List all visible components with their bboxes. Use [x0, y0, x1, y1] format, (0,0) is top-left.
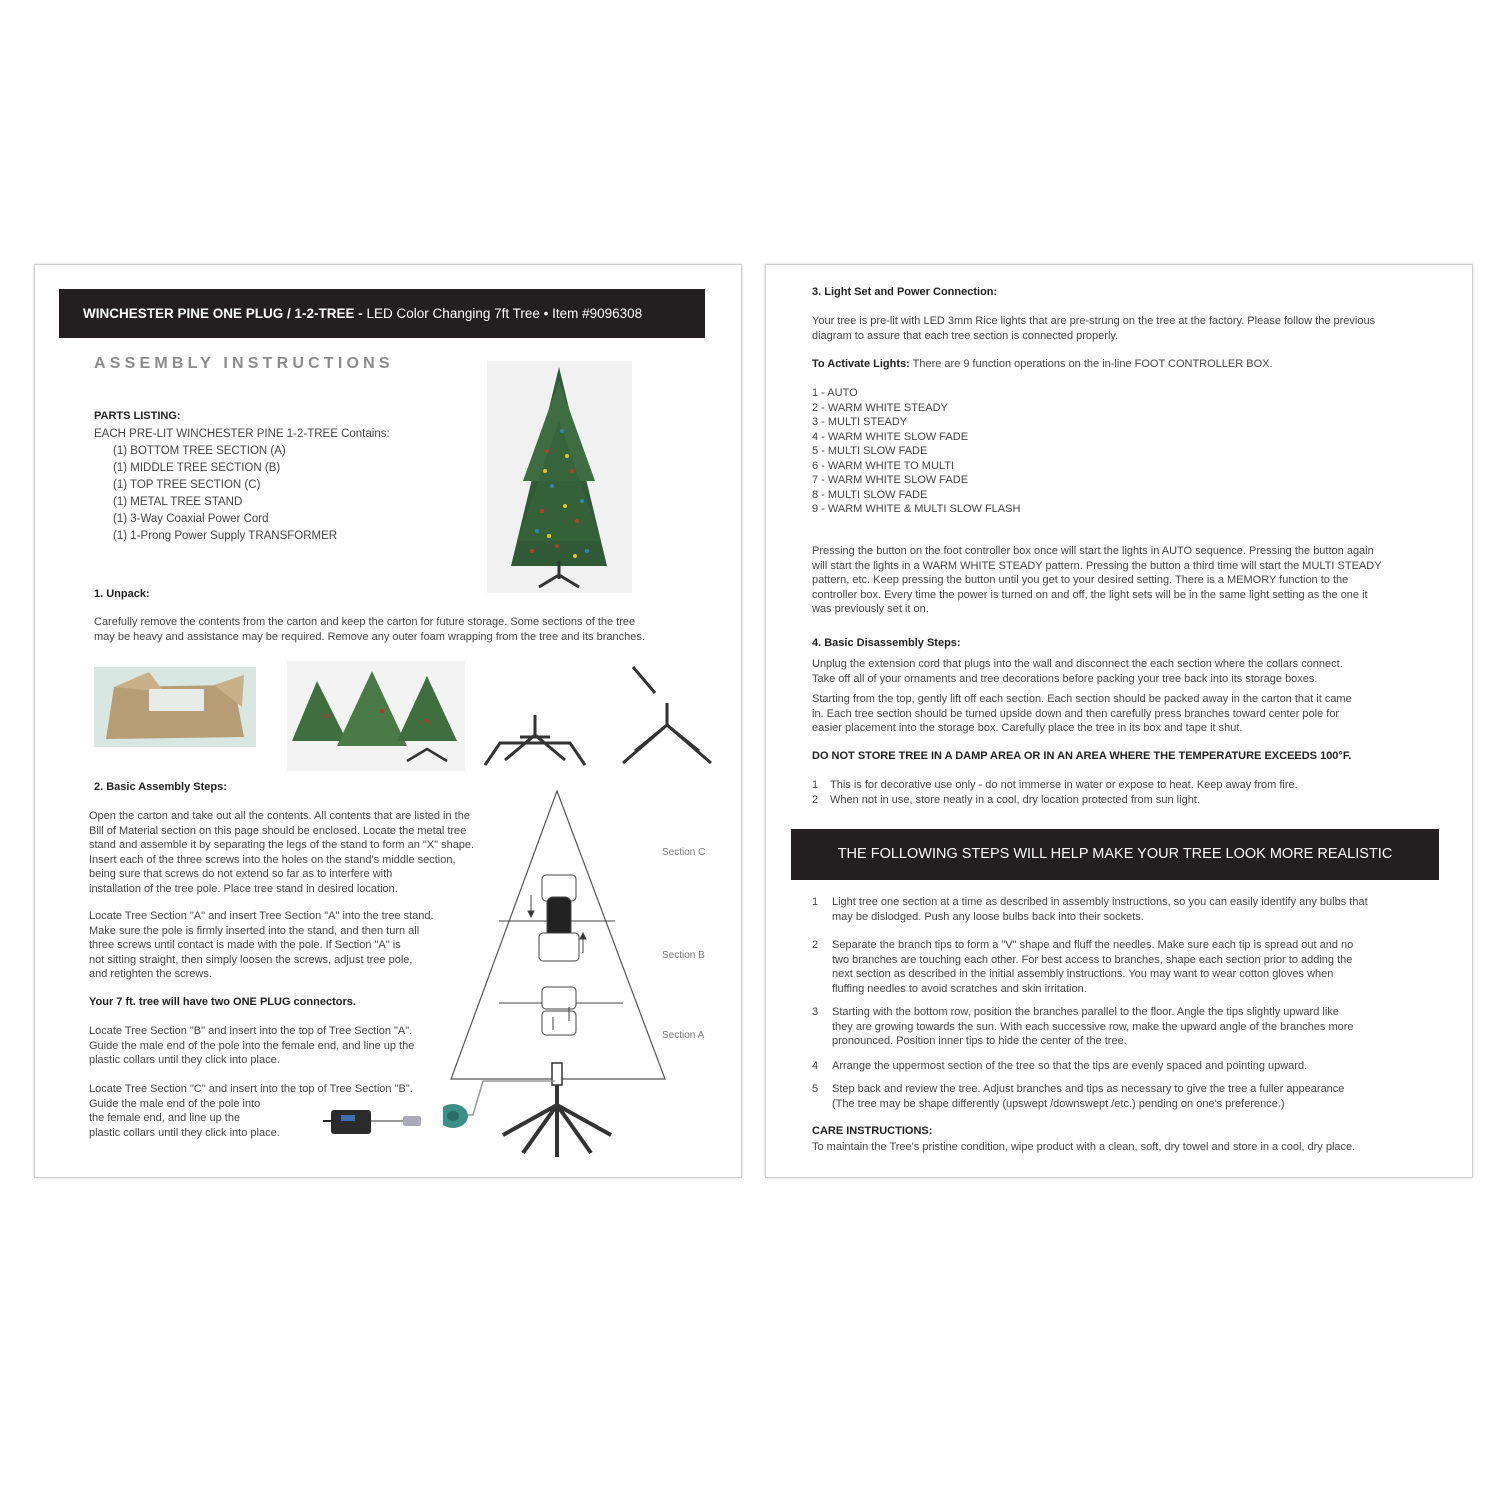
list-item: (1) METAL TREE STAND	[113, 496, 243, 508]
list-item: (1) TOP TREE SECTION (C)	[113, 479, 261, 491]
light-set-text: Your tree is pre-lit with LED 3mm Rice lights that are pre-strung on the tree at the factory. Please follow the previous diagram to assure that each tree section is connected properly.	[812, 315, 1376, 342]
function-list	[812, 386, 1020, 517]
assembly-diagram	[443, 785, 675, 1170]
unpack-heading: 1. Unpack:	[94, 588, 150, 600]
product-banner	[59, 289, 705, 338]
section-b-label: Section B	[662, 950, 705, 961]
list-item: (1) 3-Way Coaxial Power Cord	[113, 513, 269, 525]
realistic-banner: THE FOLLOWING STEPS WILL HELP MAKE YOUR TREE LOOK MORE REALISTIC	[791, 829, 1439, 880]
right-page	[765, 264, 1473, 1178]
list-item: 3 - MULTI STEADY	[812, 416, 908, 428]
parts-heading: PARTS LISTING:	[94, 410, 181, 422]
left-page	[34, 264, 742, 1178]
note-2: 2 When not in use, store neatly in a cool, dry location protected from sun light.	[812, 794, 1200, 806]
disassembly-heading: 4. Basic Disassembly Steps:	[812, 637, 961, 649]
disassembly-para-1: Unplug the extension cord that plugs into the wall and disconnect the each section where the collars connect. Take off all of your ornaments and tree decorations before packing your tree back into its storage boxes.	[812, 658, 1343, 685]
assembly-para-3: Locate Tree Section "B" and insert into the top of Tree Section "A". Guide the male end of the pole into the female end, and line up the plastic collars until they click into place.	[89, 1025, 415, 1066]
one-plug-note: Your 7 ft. tree will have two ONE PLUG connectors.	[89, 996, 356, 1008]
step-4: 4 Arrange the uppermost section of the tree so that the tips are evenly spaced and pointing upward.	[812, 1060, 1308, 1072]
assembly-heading: ASSEMBLY INSTRUCTIONS	[94, 355, 394, 372]
pressing-text: Pressing the button on the foot controller box once will start the lights in AUTO sequence. Pressing the button again will start the lights in a WARM WHITE STEADY pattern. Pressing the button a third time will start the MULTI STEADY pattern, etc. Keep pressing the button until you get to your desired setting. There is a MEMORY function to the controller box. Every time the power is turned on and off, the light sets will be in the same light setting as the one it was previously set it on.	[812, 545, 1382, 615]
care-text: To maintain the Tree's pristine condition, wipe product with a clean, soft, dry towel and store in a cool, dry place.	[812, 1141, 1356, 1153]
list-item: 1 - AUTO	[812, 387, 858, 399]
unpack-text: Carefully remove the contents from the carton and keep the carton for future storage. Some sections of the tree may be heavy and assistance may be required. Remove any outer foam wrapping from the tree and its branches.	[94, 616, 645, 643]
parts-list	[113, 443, 337, 545]
list-item: 5 - MULTI SLOW FADE	[812, 445, 928, 457]
assembly-para-4: Locate Tree Section "C" and insert into the top of Tree Section "B". Guide the male end of the pole into the female end, and line up the plastic collars until they click into place.	[89, 1083, 413, 1139]
storage-warning: DO NOT STORE TREE IN A DAMP AREA OR IN AN AREA WHERE THE TEMPERATURE EXCEEDS 100°F.	[812, 750, 1352, 762]
stand-illustration-1	[475, 705, 595, 780]
step-5: 5 Step back and review the tree. Adjust branches and tips as necessary to give the tree a fuller appearance (The tree may be shape differently (upswept /downswept /etc.) pending on one's preference.)	[812, 1083, 1345, 1110]
assembly-para-1: Open the carton and take out all the contents. All contents that are listed in the Bill of Material section on this page should be enclosed. Locate the metal tree stand and assemble it by separating the legs of the stand to form an "X" shape. Insert each of the three screws into the holes on the stand's middle section, being sure that screws do not extend so far as to interfere with installation of the tree pole. Place tree stand in desired location.	[89, 810, 475, 895]
banner-title: WINCHESTER PINE ONE PLUG / 1-2-TREE -	[83, 306, 363, 321]
list-item: 8 - MULTI SLOW FADE	[812, 488, 928, 501]
branches-photo	[287, 661, 465, 771]
list-item: 2 - WARM WHITE STEADY	[812, 401, 948, 414]
stand-illustration-2	[615, 663, 715, 778]
section-a-label: Section A	[662, 1030, 705, 1041]
step-2: 2 Separate the branch tips to form a "V" shape and fluff the needles. Make sure each tip is spread out and no two branches are touching each other. For best access to branches, shape each section prior to adding the next section as described in the initial assembly instructions. You may want to wear cotton gloves when fluffing needles to avoid scratches and skin irritation.	[812, 939, 1354, 995]
step-1: 1 Light tree one section at a time as described in assembly instructions, so you can easily identify any bulbs that may be dislodged. Push any loose bulbs back into their sockets.	[812, 896, 1368, 923]
list-item: 7 - WARM WHITE SLOW FADE	[812, 474, 969, 486]
tree-photo	[487, 361, 632, 593]
section-c-label: Section C	[662, 847, 706, 858]
list-item: 4 - WARM WHITE SLOW FADE	[812, 430, 969, 443]
assembly-steps-heading: 2. Basic Assembly Steps:	[94, 781, 227, 793]
note-1: 1 This is for decorative use only - do not immerse in water or expose to heat. Keep away from fire.	[812, 779, 1298, 791]
list-item: (1) MIDDLE TREE SECTION (B)	[113, 462, 281, 474]
parts-intro: EACH PRE-LIT WINCHESTER PINE 1-2-TREE Contains:	[94, 428, 390, 440]
care-heading: CARE INSTRUCTIONS:	[812, 1125, 933, 1137]
list-item: 6 - WARM WHITE TO MULTI	[812, 459, 954, 472]
list-item: (1) 1-Prong Power Supply TRANSFORMER	[113, 530, 338, 542]
assembly-para-2: Locate Tree Section "A" and insert Tree Section "A" into the tree stand. Make sure the pole is firmly inserted into the stand, and then turn all three screws until contact is made with the pole. If Section "A" is not sitting straight, then simply loosen the screws, adjust tree pole, and retighten the screws.	[89, 910, 434, 980]
list-item: 9 - WARM WHITE & MULTI SLOW FLASH	[812, 503, 1021, 515]
activate-lights: To Activate Lights: There are 9 function operations on the in-line FOOT CONTROLLER BOX.	[812, 358, 1273, 370]
banner-subtitle: LED Color Changing 7ft Tree • Item #9096308	[362, 306, 643, 321]
carton-photo	[94, 667, 256, 747]
disassembly-para-2: Starting from the top, gently lift off each section. Each section should be packed away in the carton that it came in. Each tree section should be turned upside down and then carefully press branches toward center pole for easier placement into the storage box. Carefully place the tree in its box and tape it shut.	[812, 693, 1352, 734]
light-set-heading: 3. Light Set and Power Connection:	[812, 286, 998, 298]
power-transformer	[323, 1107, 427, 1142]
list-item: (1) BOTTOM TREE SECTION (A)	[113, 445, 286, 457]
step-3: 3 Starting with the bottom row, position the branches parallel to the floor. Angle the tips slightly upward like they are growing towards the sun. With each successive row, make the upward angle of the branches more pronounced. Position inner tips to hide the center of the tree.	[812, 1006, 1354, 1047]
